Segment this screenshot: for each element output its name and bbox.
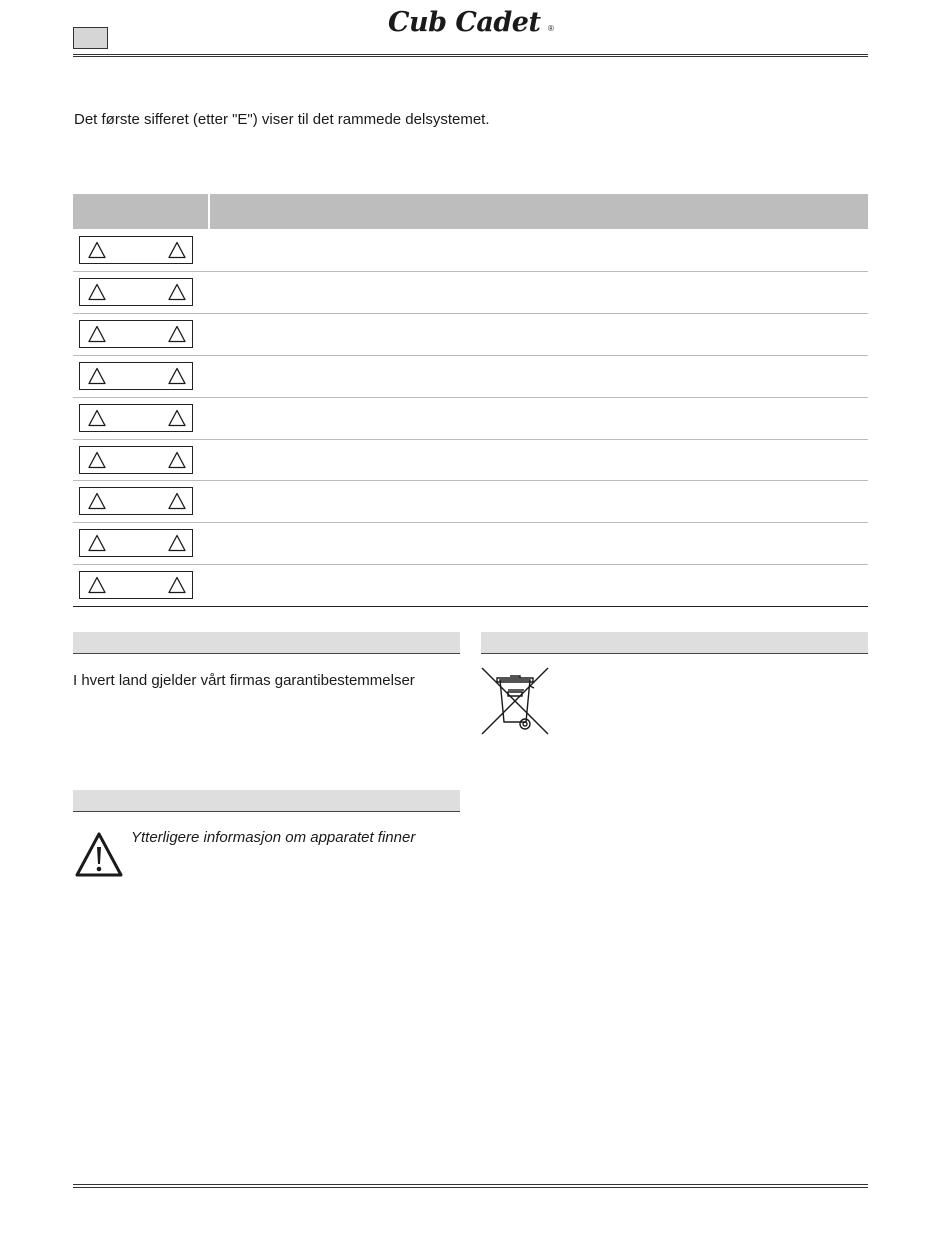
table-row-divider — [73, 480, 868, 481]
info-section-heading — [73, 790, 460, 812]
warning-triangle-icon — [88, 492, 106, 510]
table-row-divider — [73, 606, 868, 607]
language-code-box — [73, 27, 108, 49]
table-row-divider — [73, 439, 868, 440]
crossed-out-wheelie-bin-icon — [480, 666, 550, 736]
warning-triangle-icon — [88, 325, 106, 343]
error-code-box — [79, 362, 193, 390]
table-row-divider — [73, 271, 868, 272]
warning-triangle-icon — [168, 409, 186, 427]
error-code-box — [79, 446, 193, 474]
error-code-box — [79, 320, 193, 348]
error-code-box — [79, 236, 193, 264]
error-code-box — [79, 487, 193, 515]
error-table-header — [73, 194, 868, 229]
table-row-divider — [73, 522, 868, 523]
warning-triangle-icon — [168, 325, 186, 343]
warning-triangle-icon — [168, 283, 186, 301]
table-row-divider — [73, 313, 868, 314]
warning-triangle-icon — [74, 831, 124, 878]
header-rule — [73, 54, 868, 55]
warning-triangle-icon — [168, 576, 186, 594]
warning-triangle-icon — [88, 576, 106, 594]
brand-name: Cub Cadet — [388, 7, 541, 38]
registered-mark: ® — [548, 24, 554, 33]
warranty-text: I hvert land gjelder vårt firmas garantibestemmelser — [73, 672, 415, 689]
header-rule-second — [73, 56, 868, 57]
table-row-divider — [73, 564, 868, 565]
footer-rule-second — [73, 1187, 868, 1188]
warning-triangle-icon — [168, 241, 186, 259]
table-row-divider — [73, 355, 868, 356]
disposal-section-heading — [481, 632, 868, 654]
warning-triangle-icon — [168, 367, 186, 385]
cub-cadet-logo — [386, 3, 556, 39]
error-code-box — [79, 571, 193, 599]
error-code-box — [79, 278, 193, 306]
warning-triangle-icon — [168, 492, 186, 510]
warning-triangle-icon — [168, 534, 186, 552]
intro-paragraph: Det første sifferet (etter "E") viser til det rammede delsystemet. — [74, 111, 490, 128]
warning-triangle-icon — [88, 283, 106, 301]
footer-rule — [73, 1184, 868, 1185]
error-code-box — [79, 529, 193, 557]
column-separator — [208, 194, 210, 229]
warning-triangle-icon — [88, 241, 106, 259]
info-text: Ytterligere informasjon om apparatet finner — [131, 829, 416, 846]
warning-triangle-icon — [88, 534, 106, 552]
warranty-section-heading — [73, 632, 460, 654]
warning-triangle-icon — [168, 451, 186, 469]
warning-triangle-icon — [88, 367, 106, 385]
warning-triangle-icon — [88, 451, 106, 469]
table-row-divider — [73, 397, 868, 398]
error-code-box — [79, 404, 193, 432]
warning-triangle-icon — [88, 409, 106, 427]
